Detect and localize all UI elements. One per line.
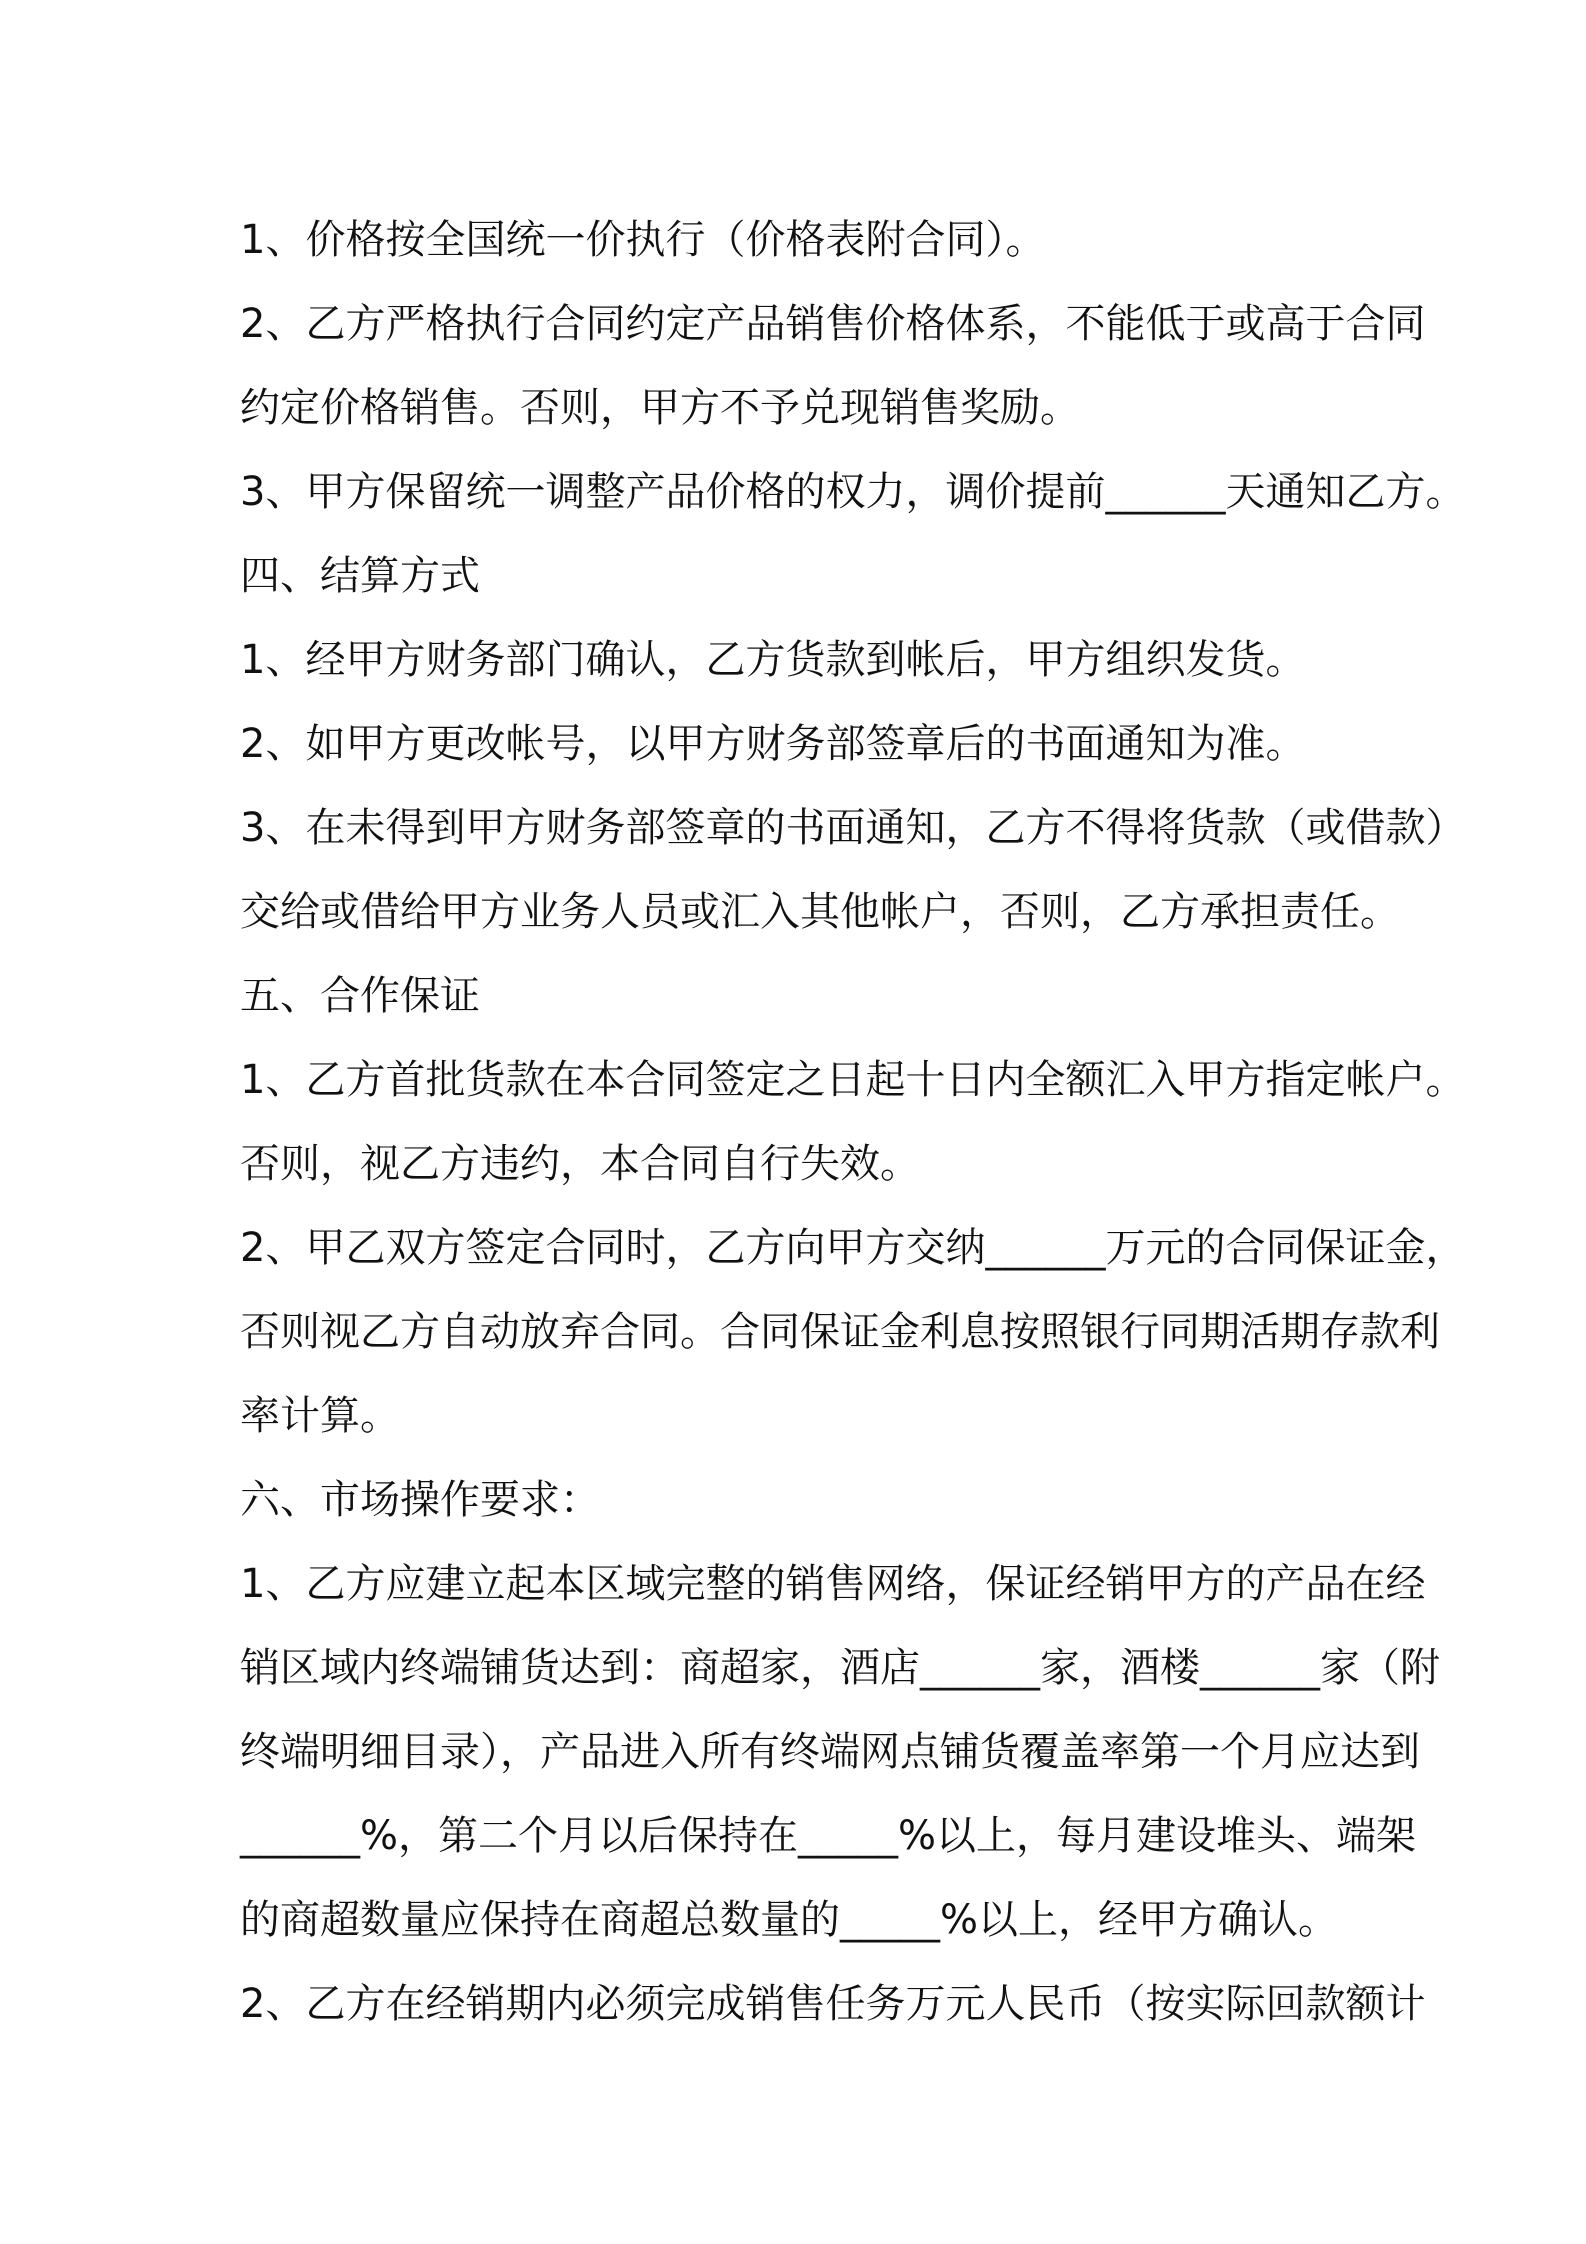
text-line: 1、乙方首批货款在本合同签定之日起十日内全额汇入甲方指定帐户。	[240, 1057, 1466, 1103]
text-line: 2、如甲方更改帐号，以甲方财务部签章后的书面通知为准。	[240, 721, 1306, 767]
section-heading: 四、结算方式	[240, 553, 480, 599]
text-line: 2、乙方严格执行合同约定产品销售价格体系，不能低于或高于合同	[240, 301, 1426, 347]
text-line: ______%，第二个月以后保持在_____%以上，每月建设堆头、端架	[240, 1813, 1417, 1859]
text-line: 1、乙方应建立起本区域完整的销售网络，保证经销甲方的产品在经	[240, 1561, 1426, 1607]
section-heading: 六、市场操作要求：	[240, 1477, 600, 1523]
text-line: 的商超数量应保持在商超总数量的_____%以上，经甲方确认。	[240, 1897, 1339, 1943]
document-body	[240, 198, 1466, 2046]
text-line: 约定价格销售。否则，甲方不予兑现销售奖励。	[240, 385, 1080, 431]
text-line: 率计算。	[240, 1393, 400, 1439]
section-heading: 五、合作保证	[240, 973, 480, 1019]
text-line: 否则，视乙方违约，本合同自行失效。	[240, 1141, 920, 1187]
text-line: 交给或借给甲方业务人员或汇入其他帐户，否则，乙方承担责任。	[240, 889, 1400, 935]
text-line: 2、乙方在经销期内必须完成销售任务万元人民币（按实际回款额计	[240, 1981, 1426, 2027]
text-line: 销区域内终端铺货达到：商超家，酒店______家，酒楼______家（附	[240, 1645, 1440, 1691]
text-line: 3、在未得到甲方财务部签章的书面通知，乙方不得将货款（或借款）	[240, 805, 1466, 851]
text-line: 否则视乙方自动放弃合同。合同保证金利息按照银行同期活期存款利	[240, 1309, 1440, 1355]
text-line: 1、经甲方财务部门确认，乙方货款到帐后，甲方组织发货。	[240, 637, 1306, 683]
text-line: 终端明细目录），产品进入所有终端网点铺货覆盖率第一个月应达到	[240, 1729, 1420, 1775]
text-line: 3、甲方保留统一调整产品价格的权力，调价提前______天通知乙方。	[240, 469, 1466, 515]
text-line: 1、价格按全国统一价执行（价格表附合同）。	[240, 217, 1046, 263]
text-line: 2、甲乙双方签定合同时，乙方向甲方交纳______万元的合同保证金，	[240, 1225, 1466, 1271]
